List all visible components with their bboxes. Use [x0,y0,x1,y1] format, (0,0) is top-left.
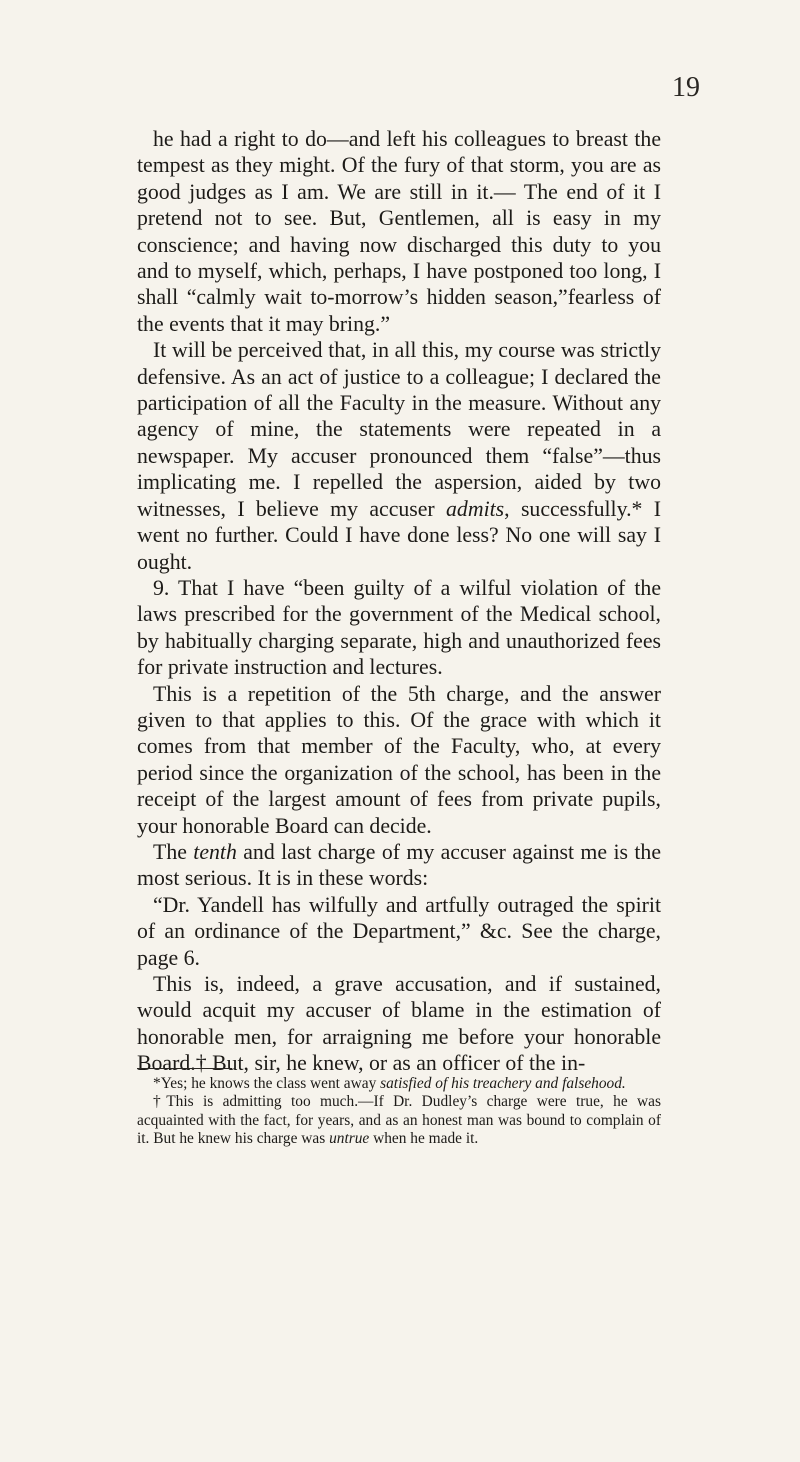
footnote-1-emphasis: satisfied of his treachery and falsehood. [380,1075,626,1092]
paragraph-2-text-b: , successfully.* I went no further. Could I have done less? No one will say I ought. [137,496,662,574]
page-number: 19 [672,72,700,103]
footnotes [137,1075,661,1148]
paragraph-5-text-a: The [153,839,194,864]
paragraph-4-text: This is a repetition of the 5th charge, and the answer given to that applies to this. Of the grace with which it comes from that member of the Faculty, who, at every period since the organization of the school, has been in the receipt of the largest amount of fees from private pupils, your honorable Board can decide. [137,681,661,838]
paragraph-2-text-a: It will be perceived that, in all this, my course was strictly defensive. As an act of justice to a colleague; I declared the participation of all the Faculty in the measure. Without any agency of mine, the statements were repeated in a newspaper. My accuser pronounced them “false”—thus implicating me. I repelled the aspersion, aided by two witnesses, I believe my accuser [137,338,661,521]
paragraph-4 [137,681,661,839]
paragraph-1 [137,126,661,337]
footnote-2-emphasis: untrue [329,1129,370,1147]
paragraph-7 [137,971,661,1077]
paragraph-7-text: This is, indeed, a grave accusation, and if sustained, would acquit my accuser of blame in the estimation of honorable men, for arraigning me before your honorable Board.† But, sir, he knew, or as an officer of the in- [137,972,661,1076]
paragraph-5 [137,839,661,892]
paragraph-3 [137,575,661,681]
paragraph-5-text-b: and last charge of my accuser against me is the most serious. It is in these words: [137,839,661,891]
paragraph-6-text: “Dr. Yandell has wilfully and artfully outraged the spirit of an ordinance of the Department,” &c. See the charge, page 6. [137,892,661,970]
footnote-1-text: *Yes; he knows the class went away [153,1075,381,1092]
paragraph-2-emphasis: admits [446,496,505,521]
footnote-2-text-a: †This is admitting too much.—If Dr. Dudley’s charge were true, he was acquainted with the fact, for years, and as an honest man was bound to complain of it. But he knew his charge was [137,1093,661,1147]
footnote-2-text-b: when he made it. [369,1129,479,1147]
paragraph-6-quote [137,892,661,971]
paragraph-5-emphasis: tenth [193,839,237,864]
paragraph-3-text: 9. That I have “been guilty of a wilful violation of the laws prescribed for the government of the Medical school, by habitually charging separate, high and unauthorized fees for private instruction and lectures. [137,575,661,680]
footnote-2 [137,1093,661,1148]
paragraph-1-text: he had a right to do—and left his colleagues to breast the tempest as they might. Of the fury of that storm, you are as good judges as I am. We are still in it.— The end of it I pretend not to see. But, Gentlemen, all is easy in my conscience; and having now discharged this duty to you and to myself, which, perhaps, I have postponed too long, I shall “calmly wait to-morrow’s hidden season,”fearless of the events that it may bring.” [137,127,661,336]
body-text [137,126,661,1077]
paragraph-2 [137,337,661,575]
footnote-1 [137,1075,661,1093]
footnote-divider [137,1068,232,1069]
